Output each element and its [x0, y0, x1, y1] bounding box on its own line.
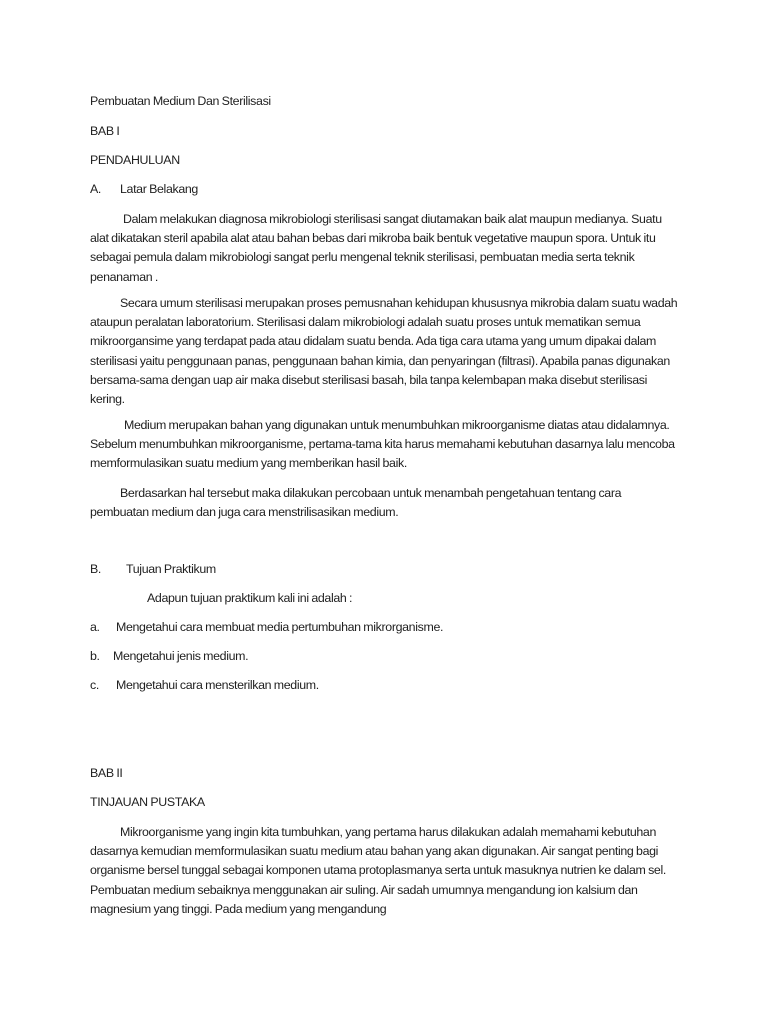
section-b-heading — [90, 562, 216, 576]
section-b-intro: Adapun tujuan praktikum kali ini adalah : — [147, 591, 353, 605]
objective-marker: b. — [90, 649, 100, 663]
bab2-heading: TINJAUAN PUSTAKA — [90, 795, 205, 809]
objective-marker: a. — [90, 620, 100, 634]
section-b-letter: B. — [90, 562, 102, 576]
bab2-label: BAB II — [90, 766, 123, 780]
objective-text: Mengetahui cara membuat media pertumbuhan mikrorganisme. — [116, 620, 444, 634]
objective-text: Mengetahui jenis medium. — [113, 649, 249, 663]
bab1-heading: PENDAHULUAN — [90, 153, 180, 167]
objective-item — [90, 678, 319, 692]
section-a-heading — [90, 182, 198, 196]
objective-item — [90, 649, 248, 663]
section-b-title: Tujuan Praktikum — [126, 562, 216, 576]
section-a-title: Latar Belakang — [120, 182, 198, 196]
paragraph-latar-2: Secara umum sterilisasi merupakan proses pemusnahan kehidupan khususnya mikrobia dalam suatu wadah ataupun peralatan laboratorium. Sterilisasi dalam mikrobiologi adalah suatu proses untuk mematikan semua mikroorgansime yang terdapat pada atau didalam suatu benda. Ada tiga cara utama yang umum dipakai dalam sterilisasi yaitu penggunaan panas, penggunaan bahan kimia, dan penyaringan (filtrasi). Apabila panas digunakan bersama-sama dengan uap air maka disebut sterilisasi basah, bila tanpa kelembapan maka disebut sterilisasi kering. — [90, 296, 678, 407]
objective-item — [90, 620, 443, 634]
paragraph-latar-3: Medium merupakan bahan yang digunakan untuk menumbuhkan mikroorganisme diatas atau didalamnya. Sebelum menumbuhkan mikroorganisme, pertama-tama kita harus memahami kebutuhan dasarnya lalu mencoba memformulasikan suatu medium yang memberikan hasil baik. — [90, 418, 675, 471]
paragraph-tinjauan-1: Mikroorganisme yang ingin kita tumbuhkan, yang pertama harus dilakukan adalah memahami kebutuhan dasarnya kemudian memformulasikan suatu medium atau bahan yang akan digunakan. Air sangat penting bagi organisme bersel tunggal sebagai komponen utama protoplasmanya serta untuk masuknya nutrien ke dalam sel. Pembuatan medium sebaiknya menggunakan air suling. Air sadah umumnya mengandung ion kalsium dan magnesium yang tinggi. Pada medium yang mengandung — [90, 825, 666, 916]
paragraph-latar-1: Dalam melakukan diagnosa mikrobiologi sterilisasi sangat diutamakan baik alat maupun medianya. Suatu alat dikatakan steril apabila alat atau bahan bebas dari mikroba baik bentuk vegetative maupun spora. Untuk itu sebagai pemula dalam mikrobiologi sangat perlu mengenal teknik sterilisasi, pembuatan media serta teknik penanaman . — [90, 212, 662, 284]
section-a-letter: A. — [90, 182, 102, 196]
objective-marker: c. — [90, 678, 99, 692]
document-title: Pembuatan Medium Dan Sterilisasi — [90, 94, 271, 108]
paragraph-latar-4: Berdasarkan hal tersebut maka dilakukan percobaan untuk menambah pengetahuan tentang cara pembuatan medium dan juga cara menstrilisasikan medium. — [90, 486, 622, 520]
objective-text: Mengetahui cara mensterilkan medium. — [116, 678, 319, 692]
bab1-label: BAB I — [90, 124, 120, 138]
